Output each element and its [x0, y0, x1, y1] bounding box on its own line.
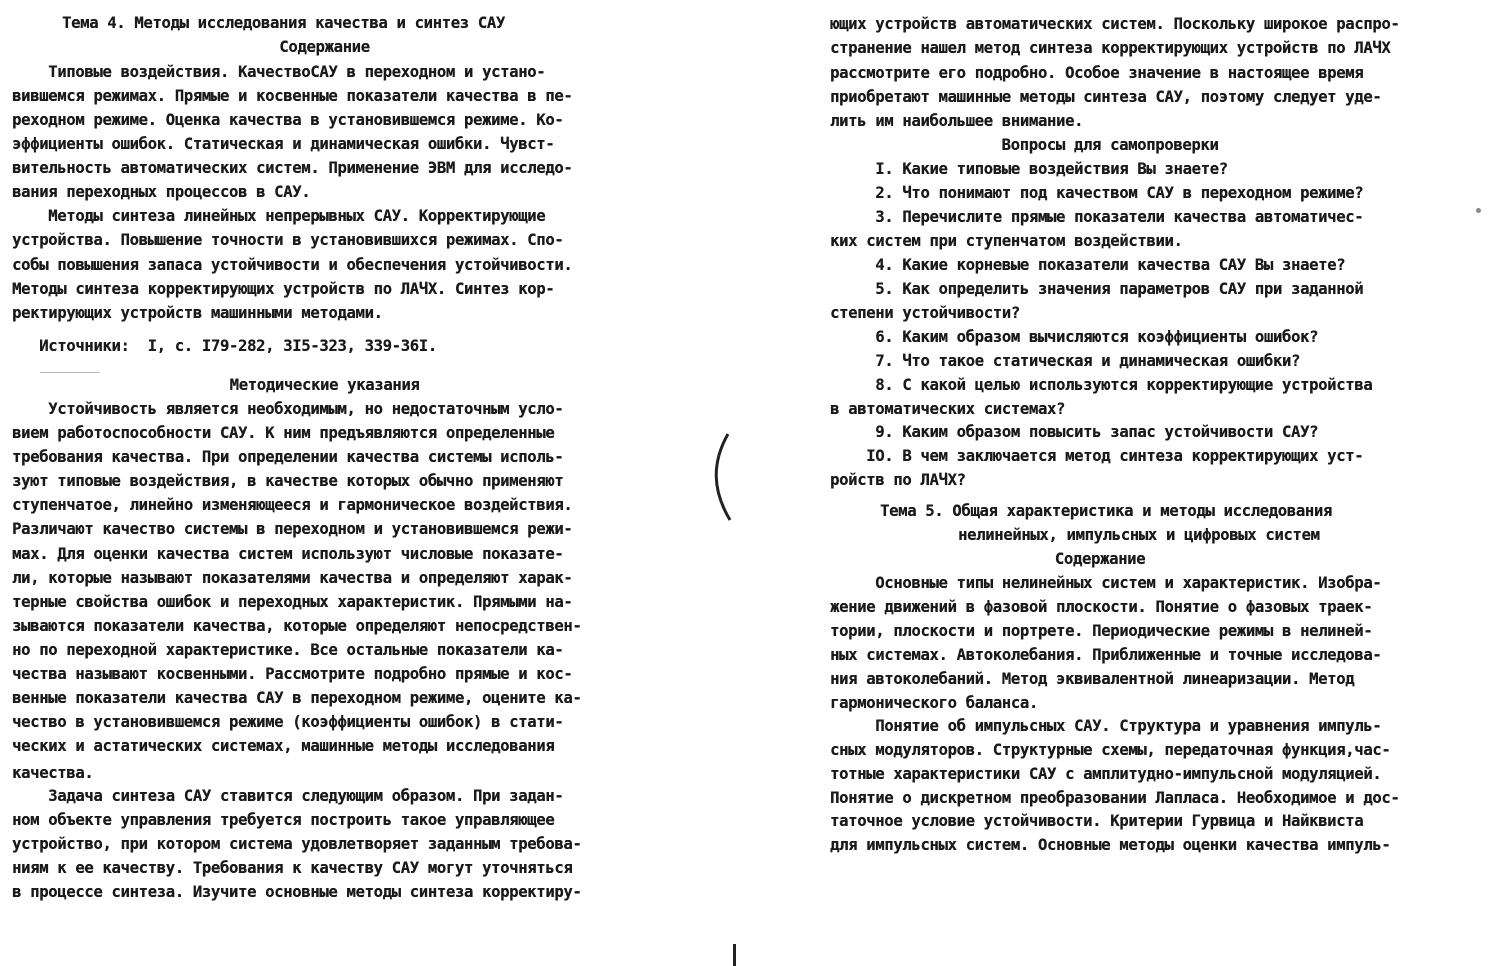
question-3: 3. Перечислите прямые показатели качества автоматичес-	[830, 208, 1364, 226]
guidelines-heading: Методические указания	[229, 376, 420, 394]
text-line: устройства. Повышение точности в установившихся режимах. Спо-	[12, 231, 564, 249]
sources-line: Источники: I, с. I79-282, 3I5-323, 339-36I.	[12, 337, 437, 355]
text-line: качества.	[12, 764, 94, 782]
text-line: вившемся режимах. Прямые и косвенные показатели качества в пе-	[12, 87, 573, 105]
text-line: устройство, при котором система удовлетворяет заданным требова-	[12, 835, 582, 853]
question-5-cont: степени устойчивости?	[830, 304, 1020, 322]
question-8: 8. С какой целью используются корректирующие устройства	[830, 376, 1373, 394]
question-10-cont: ройств по ЛАЧХ?	[830, 471, 966, 489]
text-line: ниям к ее качеству. Требования к качеству САУ могут уточняться	[12, 859, 573, 877]
text-line: но по переходной характеристике. Все остальные показатели ка-	[12, 641, 564, 659]
text-line: Основные типы нелинейных систем и характеристик. Изобра-	[830, 574, 1382, 592]
text-line: ческих и астатических системах, машинные методы исследования	[12, 737, 555, 755]
text-line: гармонического баланса.	[830, 694, 1038, 712]
contents-heading: Содержание	[1054, 550, 1146, 568]
text-line: лить им наибольшее внимание.	[830, 112, 1084, 130]
text-line: в процессе синтеза. Изучите основные методы синтеза корректиру-	[12, 883, 582, 901]
text-line: тотные характеристики САУ с амплитудно-импульсной модуляцией.	[830, 765, 1382, 783]
text-line: для импульсных систем. Основные методы оценки качества импуль-	[830, 836, 1391, 854]
text-line: ли, которые называют показателями качества и определяют харак-	[12, 569, 573, 587]
text-line: Понятие об импульсных САУ. Структура и уравнения импуль-	[830, 717, 1382, 735]
text-line: приобретают машинные методы синтеза САУ, поэтому следует уде-	[830, 88, 1382, 106]
text-line: Различают качество системы в переходном и установившемся режи-	[12, 520, 573, 538]
text-line: ном объекте управления требуется построить такое управляющее	[12, 811, 555, 829]
text-line: вания переходных процессов в САУ.	[12, 183, 311, 201]
paper-mark	[40, 372, 100, 373]
question-10: IO. В чем заключается метод синтеза корректирующих уст-	[830, 447, 1364, 465]
question-7: 7. Что такое статическая и динамическая ошибки?	[830, 352, 1300, 370]
text-line: Задача синтеза САУ ставится следующим образом. При задан-	[12, 787, 564, 805]
question-4: 4. Какие корневые показатели качества САУ Вы знаете?	[830, 256, 1346, 274]
text-line: мах. Для оценки качества систем используют числовые показате-	[12, 545, 564, 563]
text-line: венные показатели качества САУ в переходном режиме, оцените ка-	[12, 689, 582, 707]
question-3-cont: ких систем при ступенчатом воздействии.	[830, 232, 1183, 250]
text-line: требования качества. При определении качества системы исполь-	[12, 448, 564, 466]
text-line: чество в установившемся режиме (коэффициенты ошибок) в стати-	[12, 713, 564, 731]
question-6: 6. Каким образом вычисляются коэффициенты ошибок?	[830, 328, 1319, 346]
text-line: сных модуляторов. Структурные схемы, передаточная функция,час-	[830, 741, 1391, 759]
right-page	[830, 0, 1450, 966]
paper-speck	[1476, 208, 1481, 213]
binding-mark-bottom	[733, 944, 736, 966]
question-5: 5. Как определить значения параметров САУ при заданной	[830, 280, 1364, 298]
text-line: собы повышения запаса устойчивости и обеспечения устойчивости.	[12, 256, 573, 274]
text-line: зываются показатели качества, которые определяют непосредствен-	[12, 617, 582, 635]
text-line: жение движений в фазовой плоскости. Понятие о фазовых траек-	[830, 598, 1373, 616]
contents-heading: Содержание	[279, 38, 370, 56]
text-line: Методы синтеза корректирующих устройств по ЛАЧХ. Синтез кор-	[12, 280, 555, 298]
left-page	[12, 0, 637, 966]
text-line: реходном режиме. Оценка качества в установившемся режиме. Ко-	[12, 111, 564, 129]
text-line: таточное условие устойчивости. Критерии Гурвица и Найквиста	[830, 812, 1364, 830]
text-line: рассмотрите его подробно. Особое значение в настоящее время	[830, 64, 1364, 82]
text-line: ступенчатое, линейно изменяющееся и гармоническое воздействия.	[12, 496, 573, 514]
text-line: Понятие о дискретном преобразовании Лапласа. Необходимое и дос-	[830, 789, 1400, 807]
question-1: I. Какие типовые воздействия Вы знаете?	[830, 160, 1228, 178]
text-line: ющих устройств автоматических систем. Поскольку широкое распро-	[830, 15, 1400, 33]
text-line: ния автоколебаний. Метод эквивалентной линеаризации. Метод	[830, 670, 1355, 688]
text-line: вительность автоматических систем. Применение ЭВМ для исследо-	[12, 159, 573, 177]
text-line: тории, плоскости и портрете. Периодические режимы в нелиней-	[830, 622, 1373, 640]
topic-4-title: Тема 4. Методы исследования качества и синтез САУ	[62, 14, 505, 32]
topic-5-title: Тема 5. Общая характеристика и методы исследования	[880, 502, 1332, 520]
topic-5-title-cont: нелинейных, импульсных и цифровых систем	[958, 526, 1320, 544]
question-9: 9. Каким образом повысить запас устойчивости САУ?	[830, 423, 1319, 441]
self-check-heading: Вопросы для самопроверки	[1001, 136, 1219, 154]
text-line: Методы синтеза линейных непрерывных САУ. Корректирующие	[12, 207, 546, 225]
text-line: ректирующих устройств машинными методами.	[12, 304, 383, 322]
binding-mark	[708, 432, 736, 522]
text-line: Типовые воздействия. КачествоСАУ в переходном и устано-	[12, 63, 546, 81]
text-line: ных системах. Автоколебания. Приближенные и точные исследова-	[830, 646, 1382, 664]
text-line: чества называют косвенными. Рассмотрите подробно прямые и кос-	[12, 665, 573, 683]
text-line: вием работоспособности САУ. К ним предъявляются определенные	[12, 424, 555, 442]
text-line: эффициенты ошибок. Статическая и динамическая ошибки. Чувст-	[12, 135, 555, 153]
question-2: 2. Что понимают под качеством САУ в переходном режиме?	[830, 184, 1364, 202]
text-line: Устойчивость является необходимым, но недостаточным усло-	[12, 400, 564, 418]
text-line: зуют типовые воздействия, в качестве которых обычно применяют	[12, 472, 564, 490]
text-line: странение нашел метод синтеза корректирующих устройств по ЛАЧХ	[830, 39, 1391, 57]
text-line: терные свойства ошибок и переходных характеристик. Прямыми на-	[12, 593, 573, 611]
question-8-cont: в автоматических системах?	[830, 400, 1065, 418]
